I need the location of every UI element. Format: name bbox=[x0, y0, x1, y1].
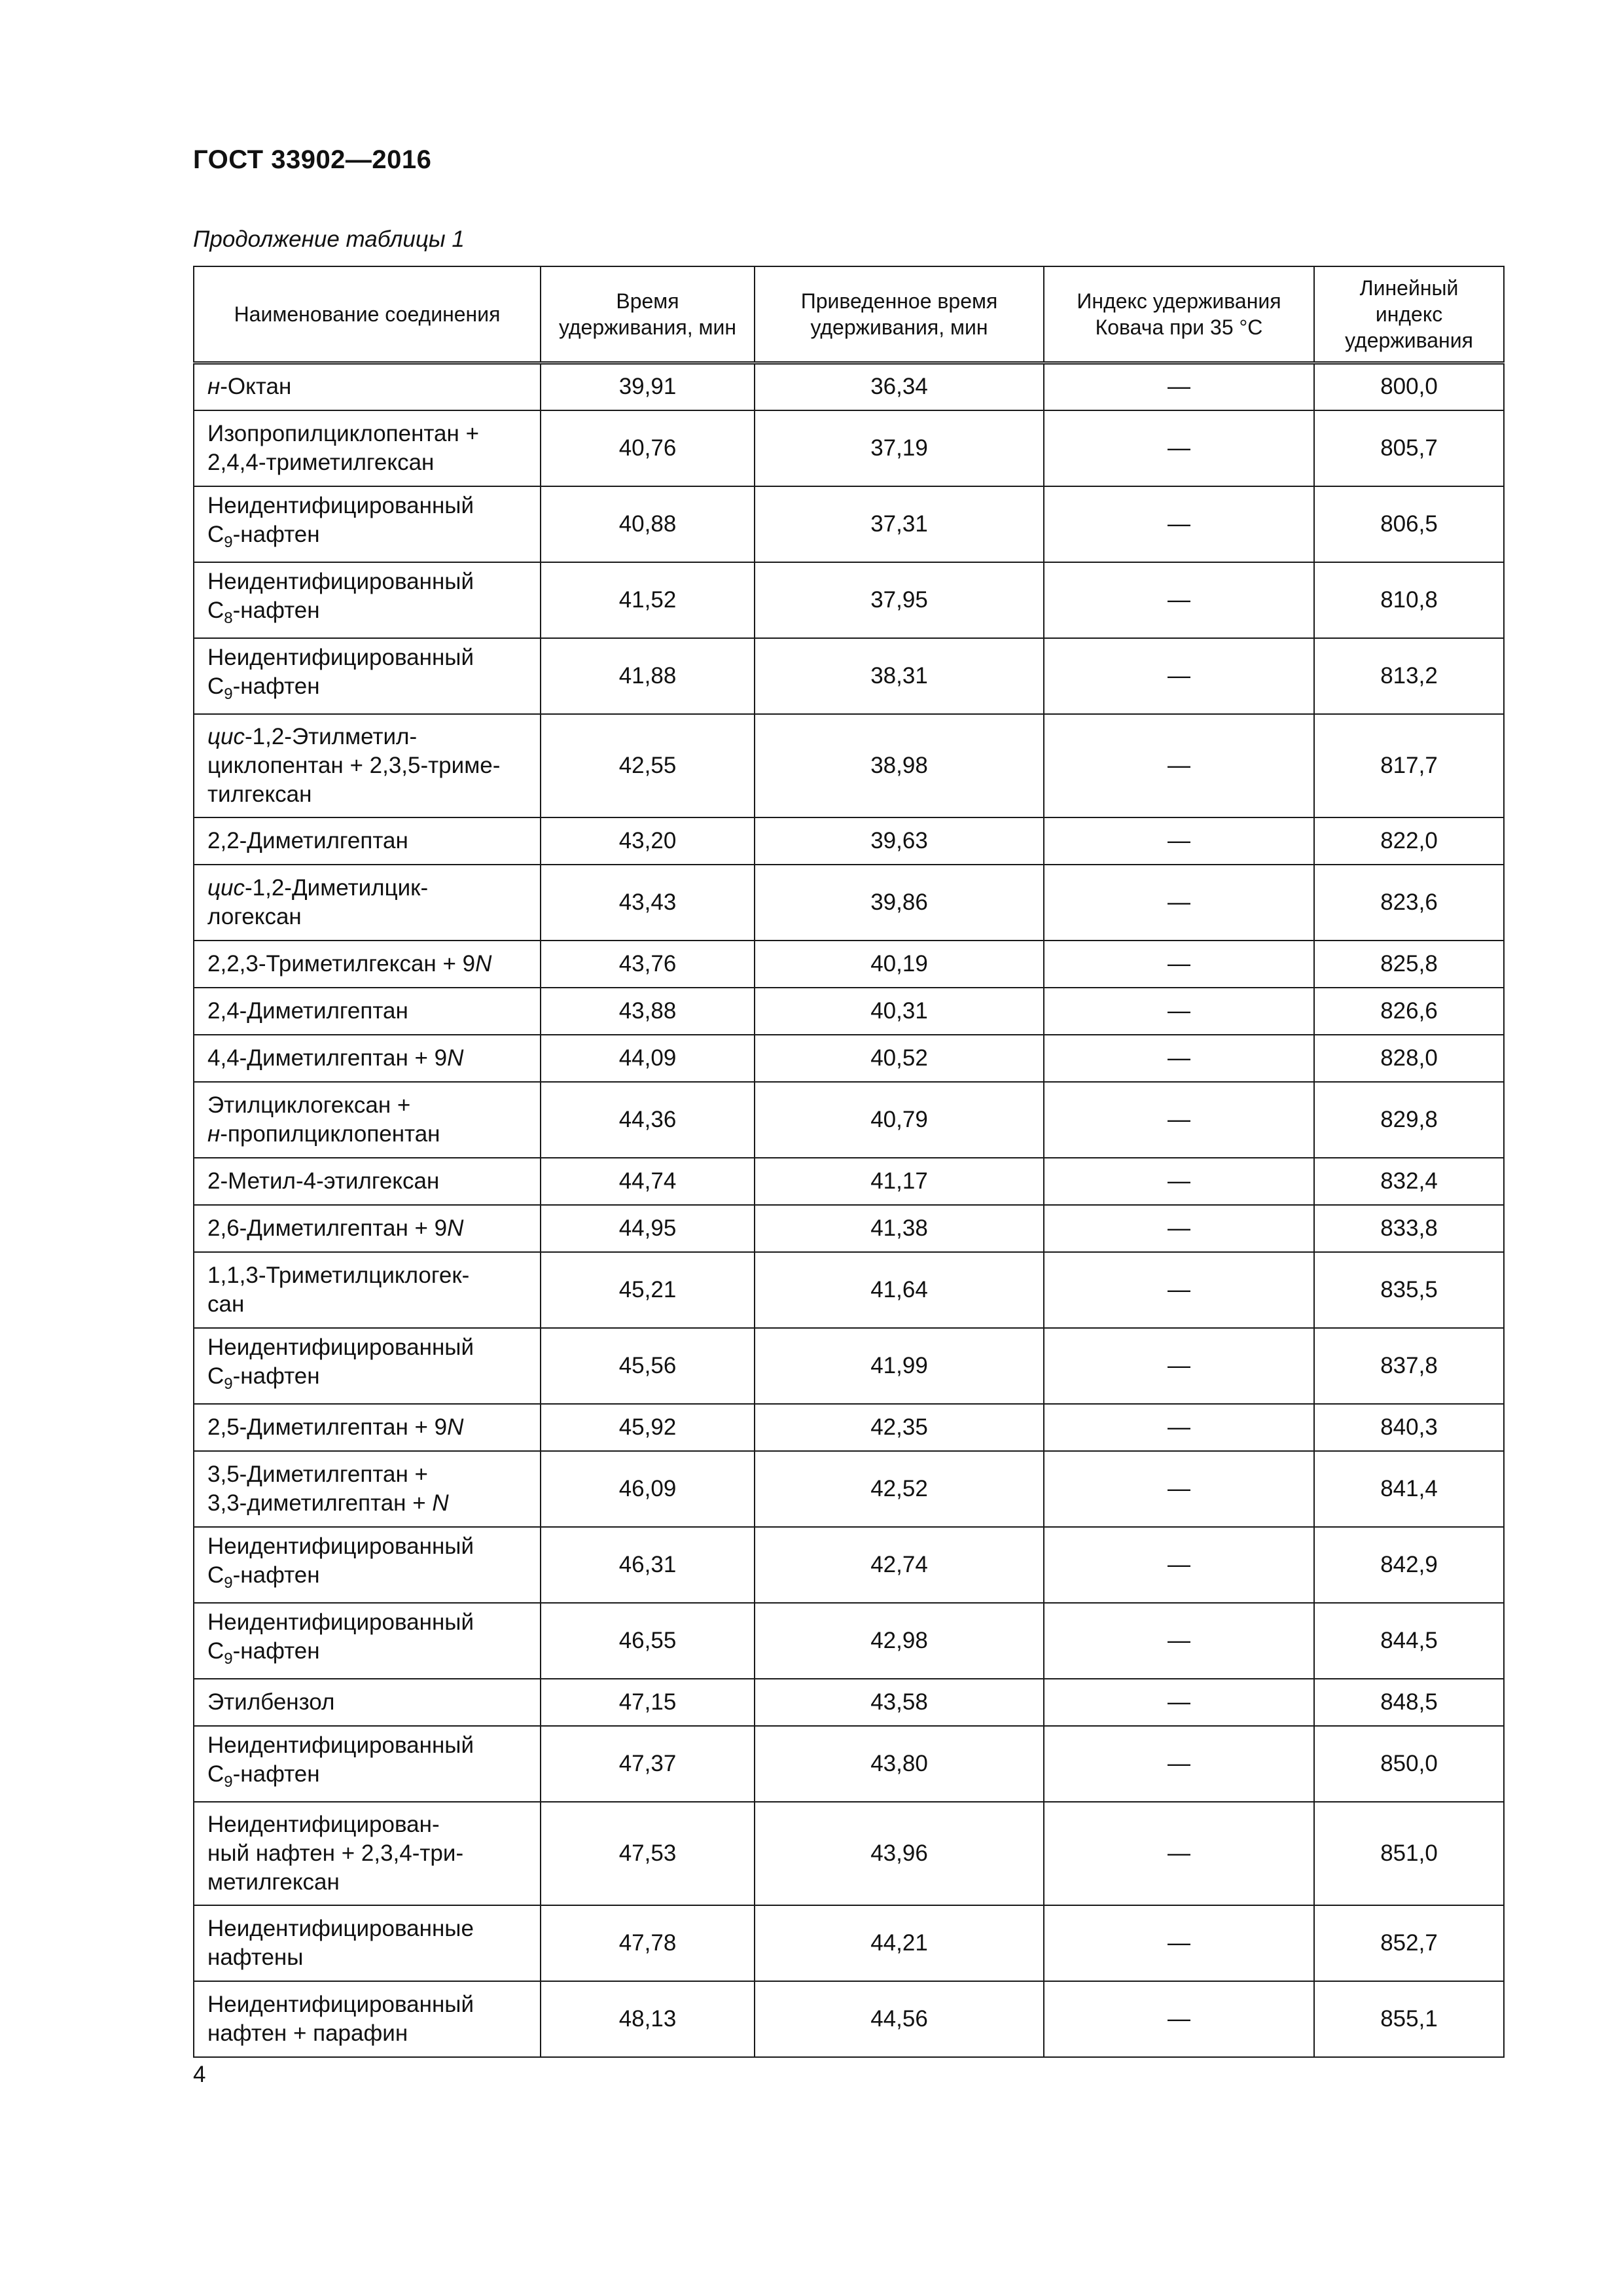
table-body bbox=[194, 363, 1504, 2057]
kovats-index-cell: — bbox=[1044, 1726, 1314, 1802]
reduced-time-cell: 42,35 bbox=[755, 1404, 1044, 1451]
linear-index-cell: 826,6 bbox=[1314, 988, 1504, 1035]
kovats-index-cell: — bbox=[1044, 1679, 1314, 1726]
kovats-index-cell: — bbox=[1044, 1451, 1314, 1527]
compound-name-cell: Неидентифицированный $C_8$-нафтен bbox=[194, 562, 541, 638]
column-header-retention-time: Время удерживания, мин bbox=[541, 266, 755, 363]
table-row bbox=[194, 486, 1504, 562]
reduced-time-cell: 37,19 bbox=[755, 410, 1044, 486]
column-header-reduced-time: Приведенное время удерживания, мин bbox=[755, 266, 1044, 363]
retention-time-cell: 43,43 bbox=[541, 865, 755, 941]
table-row bbox=[194, 363, 1504, 410]
linear-index-cell: 841,4 bbox=[1314, 1451, 1504, 1527]
kovats-index-cell: — bbox=[1044, 1404, 1314, 1451]
retention-time-cell: 39,91 bbox=[541, 363, 755, 410]
kovats-index-cell: — bbox=[1044, 1905, 1314, 1981]
compound-name-cell: Неидентифицированный $C_9$-нафтен bbox=[194, 1527, 541, 1603]
kovats-index-cell: — bbox=[1044, 486, 1314, 562]
table-row bbox=[194, 1603, 1504, 1679]
linear-index-cell: 835,5 bbox=[1314, 1252, 1504, 1328]
kovats-index-cell: — bbox=[1044, 1158, 1314, 1205]
reduced-time-cell: 43,80 bbox=[755, 1726, 1044, 1802]
kovats-index-cell: — bbox=[1044, 1527, 1314, 1603]
kovats-index-cell: — bbox=[1044, 562, 1314, 638]
retention-time-cell: 47,53 bbox=[541, 1802, 755, 1905]
retention-time-cell: 47,15 bbox=[541, 1679, 755, 1726]
linear-index-cell: 810,8 bbox=[1314, 562, 1504, 638]
linear-index-cell: 828,0 bbox=[1314, 1035, 1504, 1082]
column-header-kovats-index: Индекс удерживания Ковача при 35 °С bbox=[1044, 266, 1314, 363]
retention-table bbox=[193, 266, 1505, 2058]
kovats-index-cell: — bbox=[1044, 1035, 1314, 1082]
table-row bbox=[194, 817, 1504, 865]
reduced-time-cell: 44,56 bbox=[755, 1981, 1044, 2057]
reduced-time-cell: 41,99 bbox=[755, 1328, 1044, 1404]
reduced-time-cell: 38,31 bbox=[755, 638, 1044, 714]
retention-time-cell: 41,52 bbox=[541, 562, 755, 638]
kovats-index-cell: — bbox=[1044, 1603, 1314, 1679]
table-row bbox=[194, 1328, 1504, 1404]
retention-time-cell: 45,92 bbox=[541, 1404, 755, 1451]
kovats-index-cell: — bbox=[1044, 363, 1314, 410]
linear-index-cell: 852,7 bbox=[1314, 1905, 1504, 1981]
compound-name-cell: Неидентифицированный $C_9$-нафтен bbox=[194, 638, 541, 714]
table-row bbox=[194, 1404, 1504, 1451]
compound-name-cell: 2,2-Диметилгептан bbox=[194, 817, 541, 865]
table-row bbox=[194, 1035, 1504, 1082]
kovats-index-cell: — bbox=[1044, 1252, 1314, 1328]
table-row bbox=[194, 410, 1504, 486]
kovats-index-cell: — bbox=[1044, 817, 1314, 865]
reduced-time-cell: 41,17 bbox=[755, 1158, 1044, 1205]
linear-index-cell: 848,5 bbox=[1314, 1679, 1504, 1726]
table-row bbox=[194, 1451, 1504, 1527]
retention-time-cell: 41,88 bbox=[541, 638, 755, 714]
table-row bbox=[194, 1802, 1504, 1905]
reduced-time-cell: 41,64 bbox=[755, 1252, 1044, 1328]
compound-name-cell: 2,5-Диметилгептан + 9N bbox=[194, 1404, 541, 1451]
compound-name-cell: Изопропилциклопентан + 2,4,4-триметилгексан bbox=[194, 410, 541, 486]
page-number: 4 bbox=[193, 2062, 206, 2087]
reduced-time-cell: 40,79 bbox=[755, 1082, 1044, 1158]
column-header-linear-index: Линейный индекс удерживания bbox=[1314, 266, 1504, 363]
reduced-time-cell: 39,86 bbox=[755, 865, 1044, 941]
compound-name-cell: Неидентифицированный нафтен + парафин bbox=[194, 1981, 541, 2057]
linear-index-cell: 844,5 bbox=[1314, 1603, 1504, 1679]
retention-time-cell: 46,09 bbox=[541, 1451, 755, 1527]
table-row bbox=[194, 941, 1504, 988]
compound-name-cell: 2,2,3-Триметилгексан + 9N bbox=[194, 941, 541, 988]
retention-time-cell: 44,36 bbox=[541, 1082, 755, 1158]
linear-index-cell: 806,5 bbox=[1314, 486, 1504, 562]
linear-index-cell: 813,2 bbox=[1314, 638, 1504, 714]
linear-index-cell: 842,9 bbox=[1314, 1527, 1504, 1603]
compound-name-cell: 2-Метил-4-этилгексан bbox=[194, 1158, 541, 1205]
linear-index-cell: 823,6 bbox=[1314, 865, 1504, 941]
reduced-time-cell: 43,96 bbox=[755, 1802, 1044, 1905]
retention-time-cell: 40,76 bbox=[541, 410, 755, 486]
kovats-index-cell: — bbox=[1044, 1802, 1314, 1905]
reduced-time-cell: 41,38 bbox=[755, 1205, 1044, 1252]
table-row bbox=[194, 1252, 1504, 1328]
compound-name-cell: 2,4-Диметилгептан bbox=[194, 988, 541, 1035]
retention-time-cell: 45,56 bbox=[541, 1328, 755, 1404]
table-row bbox=[194, 638, 1504, 714]
retention-time-cell: 43,20 bbox=[541, 817, 755, 865]
table-row bbox=[194, 865, 1504, 941]
kovats-index-cell: — bbox=[1044, 1328, 1314, 1404]
reduced-time-cell: 42,74 bbox=[755, 1527, 1044, 1603]
reduced-time-cell: 42,98 bbox=[755, 1603, 1044, 1679]
compound-name-cell: Неидентифицированный $C_9$-нафтен bbox=[194, 486, 541, 562]
table-row bbox=[194, 988, 1504, 1035]
kovats-index-cell: — bbox=[1044, 1205, 1314, 1252]
compound-name-cell: Этилбензол bbox=[194, 1679, 541, 1726]
table-row bbox=[194, 562, 1504, 638]
reduced-time-cell: 37,31 bbox=[755, 486, 1044, 562]
linear-index-cell: 855,1 bbox=[1314, 1981, 1504, 2057]
compound-name-cell: 4,4-Диметилгептан + 9N bbox=[194, 1035, 541, 1082]
table-row bbox=[194, 1158, 1504, 1205]
linear-index-cell: 837,8 bbox=[1314, 1328, 1504, 1404]
compound-name-cell: Неидентифицированные нафтены bbox=[194, 1905, 541, 1981]
retention-time-cell: 48,13 bbox=[541, 1981, 755, 2057]
compound-name-cell: 1,1,3-Триметилциклогек- сан bbox=[194, 1252, 541, 1328]
reduced-time-cell: 43,58 bbox=[755, 1679, 1044, 1726]
linear-index-cell: 850,0 bbox=[1314, 1726, 1504, 1802]
kovats-index-cell: — bbox=[1044, 1981, 1314, 2057]
compound-name-cell: цис-1,2-Диметилцик- логексан bbox=[194, 865, 541, 941]
compound-name-cell: Неидентифицированный $C_9$-нафтен bbox=[194, 1328, 541, 1404]
kovats-index-cell: — bbox=[1044, 1082, 1314, 1158]
table-caption: Продолжение таблицы 1 bbox=[193, 226, 465, 252]
reduced-time-cell: 44,21 bbox=[755, 1905, 1044, 1981]
reduced-time-cell: 38,98 bbox=[755, 714, 1044, 817]
retention-time-cell: 45,21 bbox=[541, 1252, 755, 1328]
table-row bbox=[194, 1082, 1504, 1158]
table-row bbox=[194, 1981, 1504, 2057]
retention-time-cell: 42,55 bbox=[541, 714, 755, 817]
kovats-index-cell: — bbox=[1044, 638, 1314, 714]
compound-name-cell: Неидентифицированный $C_9$-нафтен bbox=[194, 1603, 541, 1679]
retention-time-cell: 44,74 bbox=[541, 1158, 755, 1205]
kovats-index-cell: — bbox=[1044, 988, 1314, 1035]
column-header-name: Наименование соединения bbox=[194, 266, 541, 363]
document-title: ГОСТ 33902—2016 bbox=[193, 145, 432, 174]
compound-name-cell: Неидентифицированный $C_9$-нафтен bbox=[194, 1726, 541, 1802]
reduced-time-cell: 37,95 bbox=[755, 562, 1044, 638]
linear-index-cell: 832,4 bbox=[1314, 1158, 1504, 1205]
retention-time-cell: 43,88 bbox=[541, 988, 755, 1035]
linear-index-cell: 817,7 bbox=[1314, 714, 1504, 817]
retention-time-cell: 46,55 bbox=[541, 1603, 755, 1679]
compound-name-cell: н-Октан bbox=[194, 363, 541, 410]
compound-name-cell: Этилциклогексан + н-пропилциклопентан bbox=[194, 1082, 541, 1158]
reduced-time-cell: 40,31 bbox=[755, 988, 1044, 1035]
table-row bbox=[194, 1905, 1504, 1981]
reduced-time-cell: 40,19 bbox=[755, 941, 1044, 988]
retention-time-cell: 47,37 bbox=[541, 1726, 755, 1802]
compound-name-cell: 3,5-Диметилгептан + 3,3-диметилгептан + N bbox=[194, 1451, 541, 1527]
table-header-row bbox=[194, 266, 1504, 363]
reduced-time-cell: 39,63 bbox=[755, 817, 1044, 865]
table-row bbox=[194, 1527, 1504, 1603]
retention-time-cell: 47,78 bbox=[541, 1905, 755, 1981]
compound-name-cell: 2,6-Диметилгептан + 9N bbox=[194, 1205, 541, 1252]
linear-index-cell: 822,0 bbox=[1314, 817, 1504, 865]
table-row bbox=[194, 714, 1504, 817]
linear-index-cell: 833,8 bbox=[1314, 1205, 1504, 1252]
retention-time-cell: 40,88 bbox=[541, 486, 755, 562]
linear-index-cell: 829,8 bbox=[1314, 1082, 1504, 1158]
kovats-index-cell: — bbox=[1044, 865, 1314, 941]
compound-name-cell: Неидентифицирован- ный нафтен + 2,3,4-три- метилгексан bbox=[194, 1802, 541, 1905]
kovats-index-cell: — bbox=[1044, 410, 1314, 486]
table-row bbox=[194, 1205, 1504, 1252]
linear-index-cell: 840,3 bbox=[1314, 1404, 1504, 1451]
linear-index-cell: 825,8 bbox=[1314, 941, 1504, 988]
reduced-time-cell: 42,52 bbox=[755, 1451, 1044, 1527]
linear-index-cell: 851,0 bbox=[1314, 1802, 1504, 1905]
linear-index-cell: 800,0 bbox=[1314, 363, 1504, 410]
retention-time-cell: 43,76 bbox=[541, 941, 755, 988]
reduced-time-cell: 40,52 bbox=[755, 1035, 1044, 1082]
kovats-index-cell: — bbox=[1044, 941, 1314, 988]
kovats-index-cell: — bbox=[1044, 714, 1314, 817]
retention-time-cell: 46,31 bbox=[541, 1527, 755, 1603]
retention-time-cell: 44,09 bbox=[541, 1035, 755, 1082]
compound-name-cell: цис-1,2-Этилметил- циклопентан + 2,3,5-триме- тилгексан bbox=[194, 714, 541, 817]
table-row bbox=[194, 1726, 1504, 1802]
table-row bbox=[194, 1679, 1504, 1726]
reduced-time-cell: 36,34 bbox=[755, 363, 1044, 410]
retention-time-cell: 44,95 bbox=[541, 1205, 755, 1252]
linear-index-cell: 805,7 bbox=[1314, 410, 1504, 486]
